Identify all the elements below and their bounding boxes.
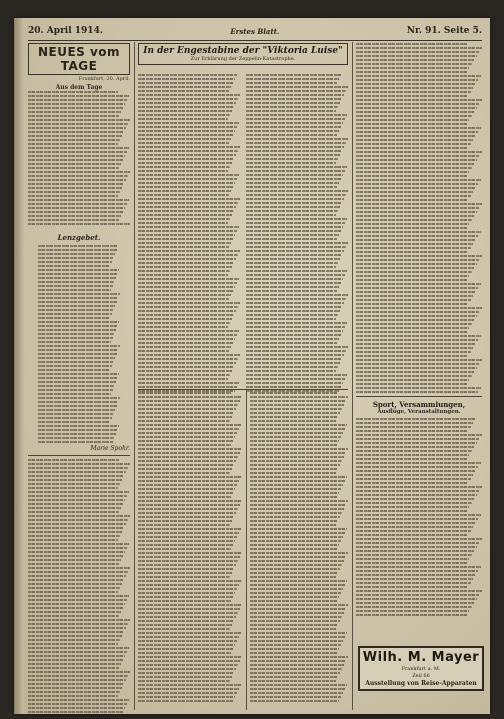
main-article-col-a bbox=[138, 74, 240, 394]
ad-line: Zeil 66 bbox=[412, 673, 430, 679]
article-text bbox=[138, 74, 240, 392]
newspaper-page bbox=[14, 18, 490, 714]
article-text bbox=[356, 43, 482, 393]
poem-title: Lenzgebet. bbox=[57, 233, 101, 242]
ad-line: Frankfurt a. M. bbox=[401, 666, 441, 672]
page-number: Nr. 91. Seite 5. bbox=[406, 26, 482, 36]
page-spine bbox=[14, 18, 24, 714]
column-headline: Aus dem Tage bbox=[55, 84, 103, 91]
divider bbox=[138, 389, 348, 390]
article-title-box bbox=[138, 43, 348, 65]
column-rule bbox=[134, 42, 135, 710]
column-1 bbox=[28, 43, 130, 714]
article-text bbox=[246, 74, 348, 392]
page-date: 20. April 1914. bbox=[28, 26, 103, 36]
section-heading: Sport, Versammlungen, bbox=[372, 400, 466, 409]
poem-text bbox=[38, 245, 120, 443]
page-header bbox=[28, 24, 482, 38]
section-subheading: Ausflüge, Veranstaltungen. bbox=[377, 409, 461, 415]
masthead-neues-vom-tage: NEUES vom TAGE bbox=[28, 43, 130, 75]
news-column-lower-a bbox=[138, 392, 242, 704]
divider bbox=[28, 455, 130, 456]
article-text bbox=[28, 91, 130, 225]
article-text bbox=[28, 459, 130, 714]
divider bbox=[356, 396, 482, 397]
ad-company-name: Wilh. M. Mayer bbox=[362, 650, 480, 665]
dateline: Frankfurt, 20. April. bbox=[78, 76, 130, 82]
article-text bbox=[356, 418, 482, 616]
main-article bbox=[138, 43, 348, 65]
main-article-col-b bbox=[246, 74, 348, 394]
article-subtitle: Zur Erklärung der Zeppelin-Katastrophe. bbox=[190, 56, 296, 62]
news-column-lower-b bbox=[250, 392, 348, 704]
page-section-label: Erstes Blatt. bbox=[230, 26, 280, 36]
advertisement bbox=[358, 646, 484, 691]
article-text bbox=[250, 392, 348, 702]
ad-tagline: Ausstellung von Reise-Apparaten bbox=[365, 680, 477, 687]
column-4 bbox=[356, 43, 482, 618]
header-rule bbox=[28, 40, 482, 41]
article-text bbox=[138, 392, 242, 702]
column-rule bbox=[246, 390, 247, 710]
column-rule bbox=[352, 42, 353, 710]
article-title: In der Engestabine der "Viktoria Luise" bbox=[143, 46, 343, 56]
poem-author: Marie Spohr. bbox=[90, 445, 130, 452]
